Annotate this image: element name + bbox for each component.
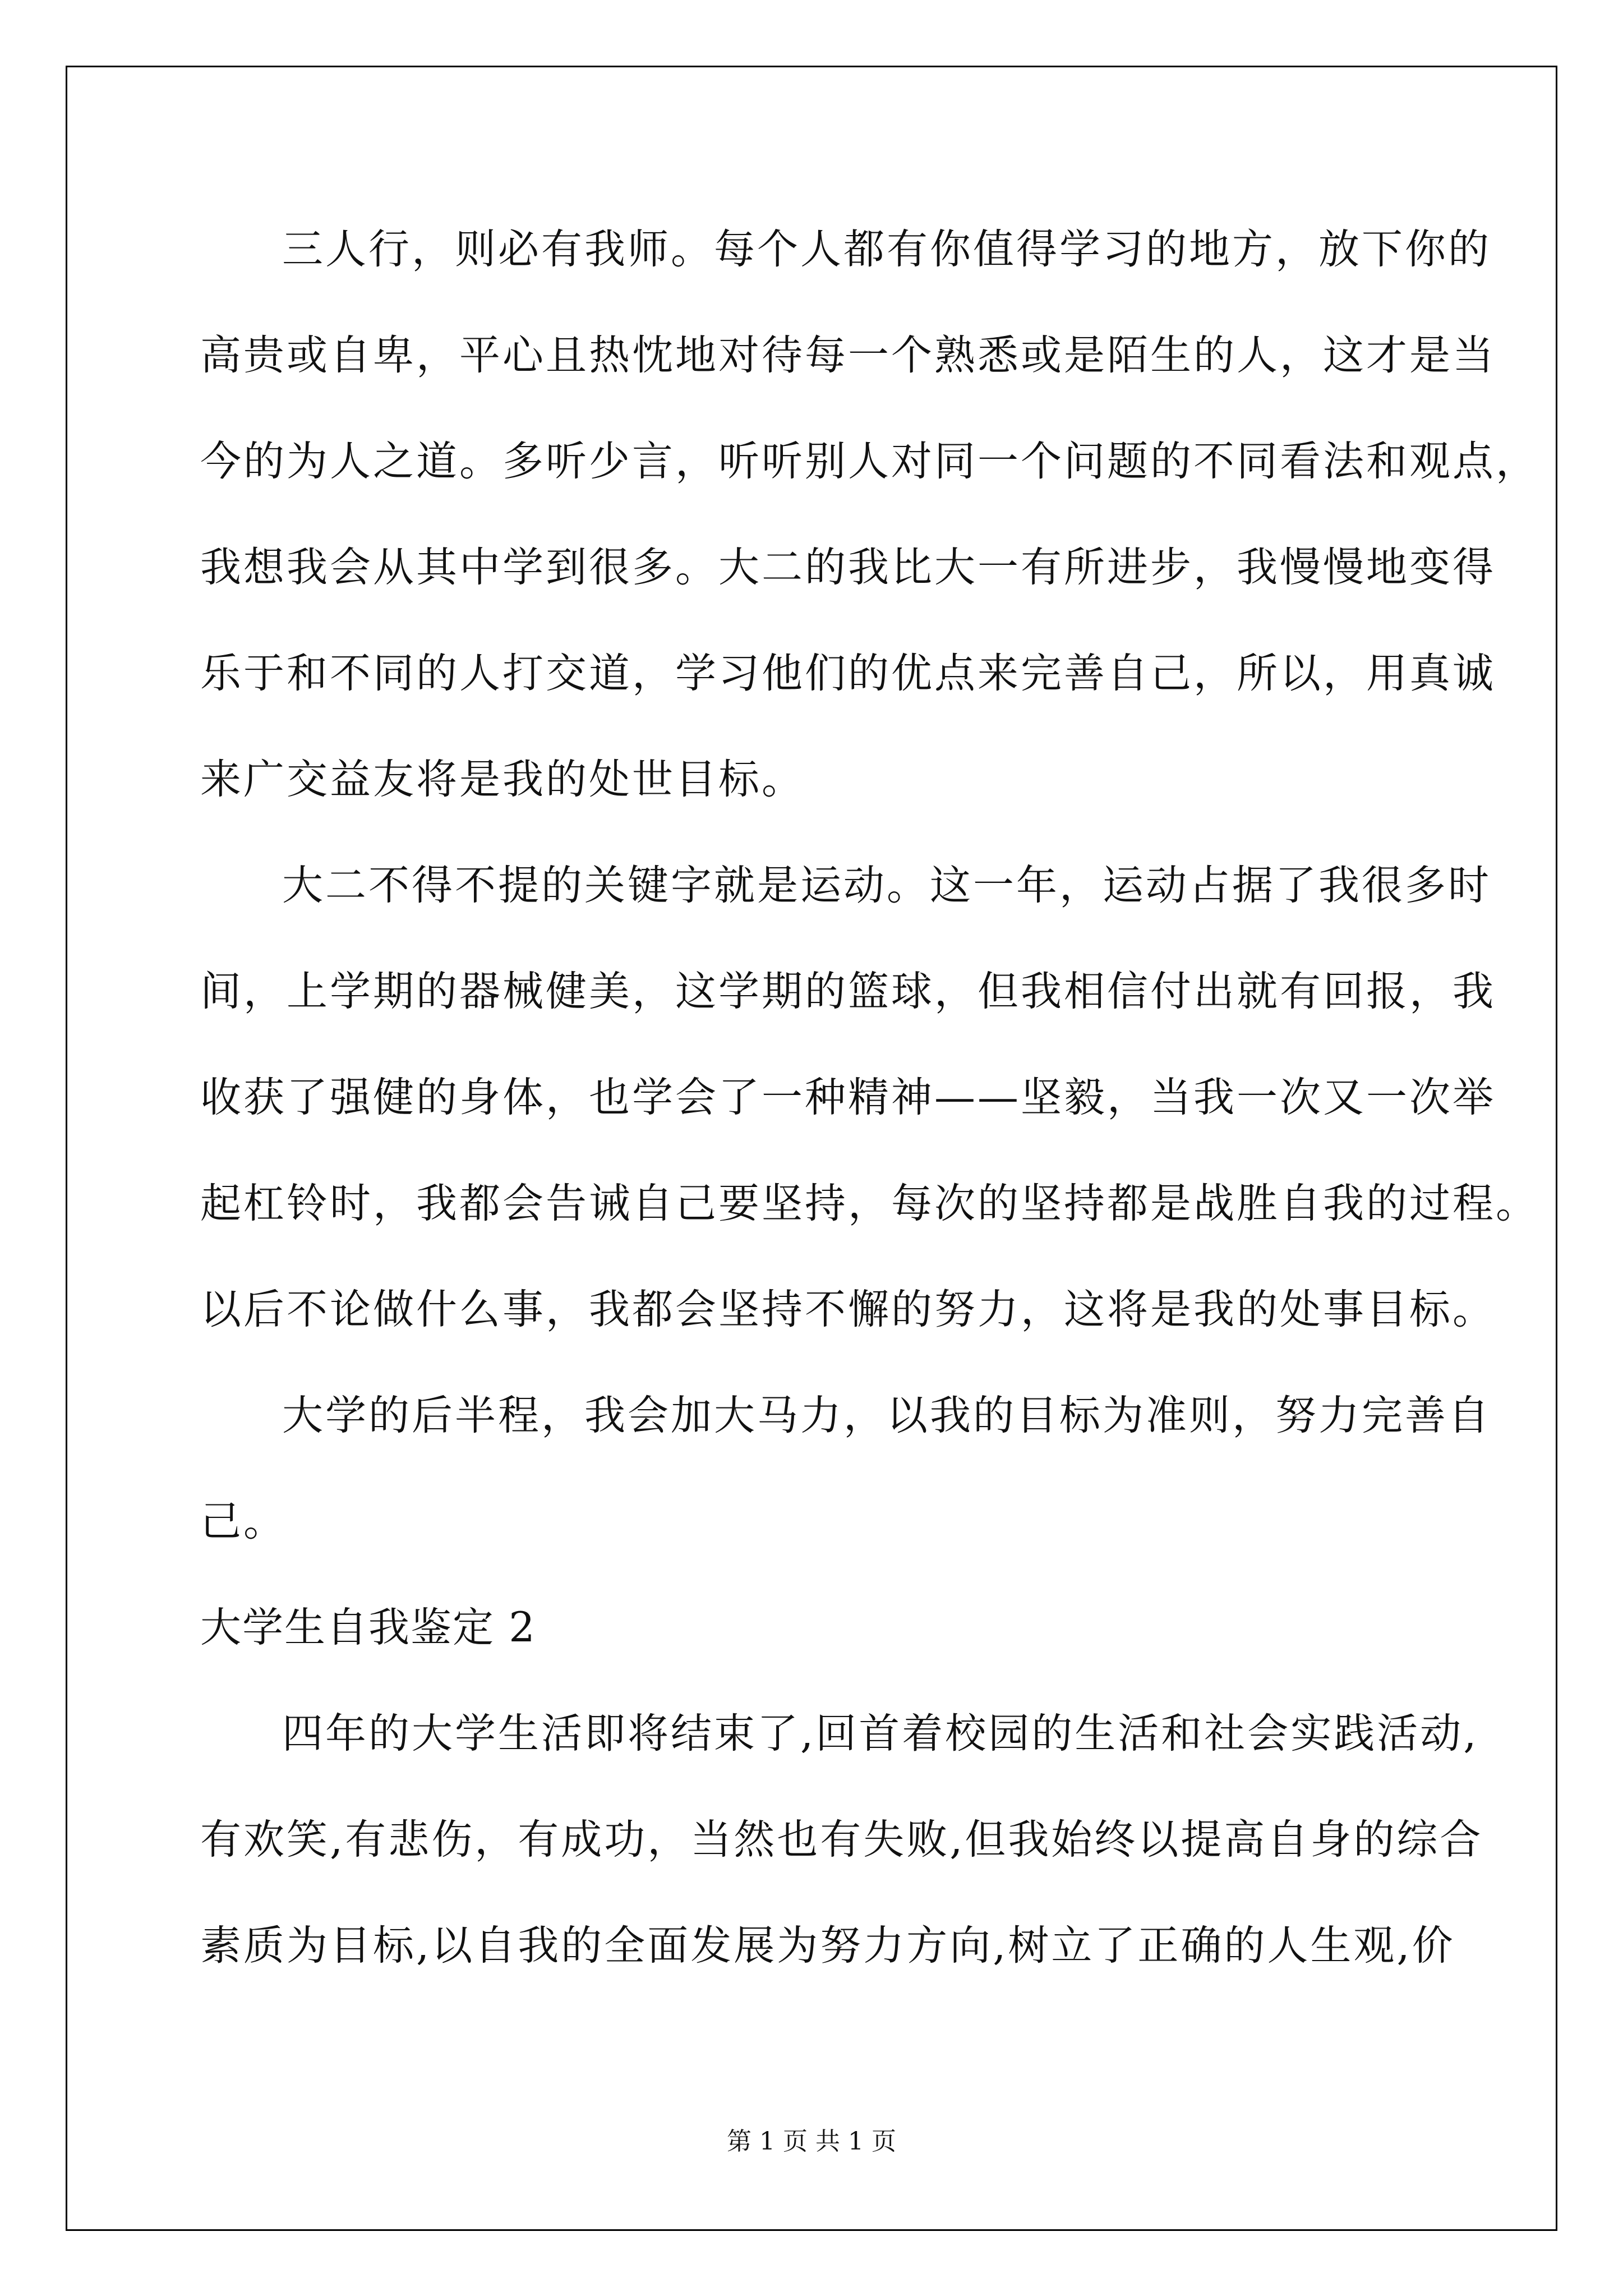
page-footer: 第 1 页 共 1 页 [727, 2127, 896, 2156]
paragraph-line: 以后不论做什么事，我都会坚持不懈的努力，这将是我的处事目标。 [200, 1286, 1496, 1333]
section-heading: 大学生自我鉴定 2 [200, 1604, 536, 1651]
paragraph-line: 来广交益友将是我的处世目标。 [200, 756, 805, 803]
paragraph-line: 己。 [200, 1498, 287, 1545]
paragraph-line: 我想我会从其中学到很多。大二的我比大一有所进步，我慢慢地变得 [200, 544, 1496, 591]
paragraph-line: 间，上学期的器械健美，这学期的篮球，但我相信付出就有回报，我 [200, 968, 1496, 1015]
paragraph-line: 大学的后半程，我会加大马力，以我的目标为准则，努力完善自 [282, 1392, 1491, 1439]
paragraph-line: 大二不得不提的关键字就是运动。这一年，运动占据了我很多时 [282, 862, 1491, 909]
paragraph-line: 三人行，则必有我师。每个人都有你值得学习的地方，放下你的 [282, 226, 1491, 273]
paragraph-line: 今的为人之道。多听少言，听听别人对同一个问题的不同看法和观点， [200, 438, 1539, 485]
paragraph-line: 素质为目标,以自我的全面发展为努力方向,树立了正确的人生观,价 [200, 1922, 1455, 1970]
page-border [66, 66, 1557, 2231]
paragraph-line: 四年的大学生活即将结束了,回首着校园的生活和社会实践活动, [282, 1710, 1479, 1757]
paragraph-line: 高贵或自卑，平心且热忱地对待每一个熟悉或是陌生的人，这才是当 [200, 332, 1496, 379]
paragraph-line: 收获了强健的身体，也学会了一种精神——坚毅，当我一次又一次举 [200, 1074, 1496, 1121]
paragraph-line: 有欢笑,有悲伤，有成功，当然也有失败,但我始终以提高自身的综合 [200, 1816, 1483, 1864]
paragraph-line: 起杠铃时，我都会告诫自己要坚持，每次的坚持都是战胜自我的过程。 [200, 1180, 1539, 1227]
paragraph-line: 乐于和不同的人打交道，学习他们的优点来完善自己，所以，用真诚 [200, 650, 1496, 697]
